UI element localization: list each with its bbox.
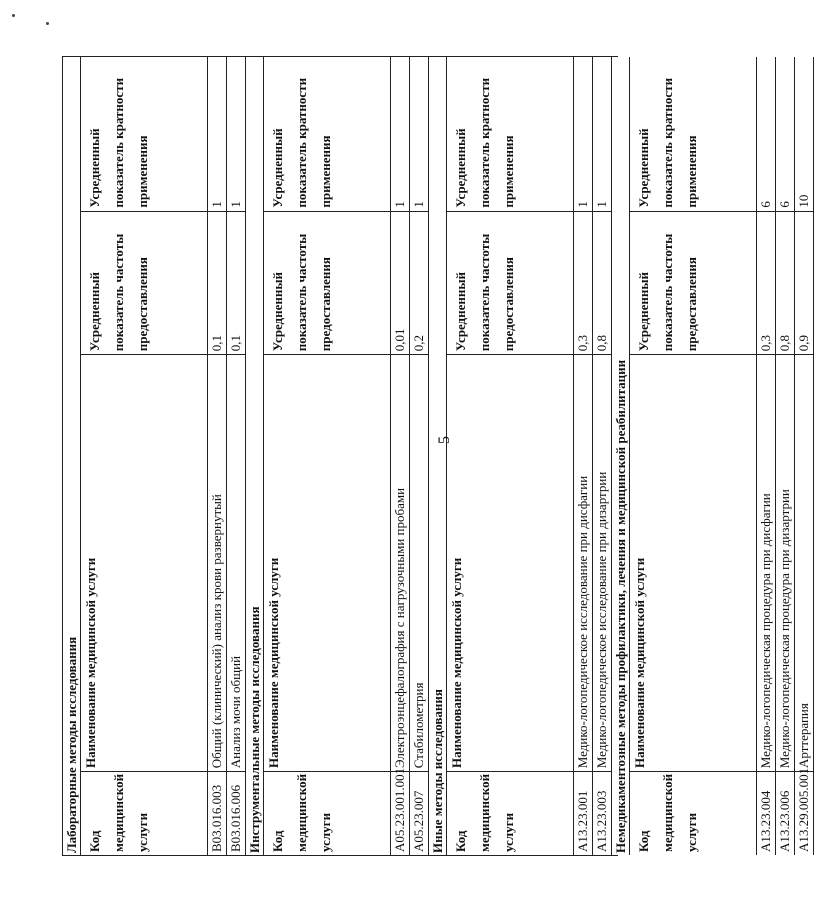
header-frequency: Усредненный показатель частоты предоставления xyxy=(447,211,573,355)
table-row xyxy=(226,57,245,855)
table-row xyxy=(390,57,409,855)
service-code: A13.23.004 xyxy=(757,771,775,855)
header-name: Наименование медицинской услуги xyxy=(264,354,390,771)
services-table xyxy=(62,56,811,856)
service-frequency: 0,8 xyxy=(593,211,611,355)
service-frequency: 0,2 xyxy=(410,211,428,355)
table-row xyxy=(775,57,794,855)
scan-speck xyxy=(46,22,49,25)
service-code: A13.23.003 xyxy=(593,771,611,855)
service-multiplicity: 6 xyxy=(758,201,773,208)
service-multiplicity: 1 xyxy=(575,201,590,208)
service-code: A13.23.001 xyxy=(574,771,592,855)
section-title: Инструментальные методы исследования xyxy=(245,57,263,855)
service-multiplicity: 10 xyxy=(796,194,811,208)
section-title: Немедикаментозные методы профилактики, лечения и медицинской реабилитации xyxy=(611,57,629,855)
service-name: Стабилометрия xyxy=(410,354,428,771)
service-multiplicity: 1 xyxy=(594,201,609,208)
section-title: Лабораторные методы исследования xyxy=(62,57,80,855)
service-frequency: 0,8 xyxy=(776,211,794,355)
table-row xyxy=(409,57,428,855)
service-name: Арттерапия xyxy=(795,354,813,771)
service-code: A05.23.007 xyxy=(410,771,428,855)
service-name: Общий (клинический) анализ крови развернутый xyxy=(208,354,226,771)
service-name: Электроэнцефалография с нагрузочными пробами xyxy=(391,354,409,771)
service-frequency: 0,3 xyxy=(574,211,592,355)
scan-speck xyxy=(12,14,15,17)
header-frequency: Усредненный показатель частоты предоставления xyxy=(264,211,390,355)
service-frequency: 0,3 xyxy=(757,211,775,355)
service-multiplicity: 1 xyxy=(209,201,224,208)
service-code: A13.23.006 xyxy=(776,771,794,855)
service-code: B03.016.003 xyxy=(208,771,226,855)
table-header-row xyxy=(629,57,756,855)
table-row xyxy=(573,57,592,855)
service-frequency: 0,9 xyxy=(795,211,813,355)
header-code: Код медицинской услуги xyxy=(264,771,390,855)
page-number: 5 xyxy=(436,436,453,444)
service-code: B03.016.006 xyxy=(227,771,245,855)
service-name: Медико-логопедическое исследование при дисфагии xyxy=(574,354,592,771)
service-name: Медико-логопедическая процедура при дисфагии xyxy=(757,354,775,771)
service-multiplicity: 6 xyxy=(777,201,792,208)
table-header-row xyxy=(263,57,390,855)
header-multiplicity: Усредненный показатель кратности применения xyxy=(87,77,150,208)
service-multiplicity: 1 xyxy=(392,201,407,208)
table-header-row xyxy=(446,57,573,855)
service-code: A05.23.001.001 xyxy=(391,771,409,855)
service-frequency: 0,01 xyxy=(391,211,409,355)
service-multiplicity: 1 xyxy=(228,201,243,208)
header-name: Наименование медицинской услуги xyxy=(630,354,756,771)
service-multiplicity: 1 xyxy=(411,201,426,208)
header-name: Наименование медицинской услуги xyxy=(447,354,573,771)
service-frequency: 0,1 xyxy=(227,211,245,355)
table-row xyxy=(794,57,814,855)
header-code: Код медицинской услуги xyxy=(447,771,573,855)
service-frequency: 0,1 xyxy=(208,211,226,355)
header-name: Наименование медицинской услуги xyxy=(81,354,207,771)
header-code: Код медицинской услуги xyxy=(630,771,756,855)
header-code: Код медицинской услуги xyxy=(81,771,207,855)
header-multiplicity: Усредненный показатель кратности применения xyxy=(636,77,699,208)
header-multiplicity: Усредненный показатель кратности применения xyxy=(270,77,333,208)
table-row xyxy=(592,57,611,855)
section-title: Иные методы исследования xyxy=(428,57,446,855)
header-frequency: Усредненный показатель частоты предоставления xyxy=(81,211,207,355)
table-row xyxy=(207,57,226,855)
table-header-row xyxy=(80,57,207,855)
header-multiplicity: Усредненный показатель кратности применения xyxy=(453,77,516,208)
service-name: Анализ мочи общий xyxy=(227,354,245,771)
service-name: Медико-логопедическая процедура при дизартрии xyxy=(776,354,794,771)
table-row xyxy=(756,57,775,855)
service-name: Медико-логопедическое исследование при дизартрии xyxy=(593,354,611,771)
service-code: A13.29.005.001 xyxy=(795,771,813,855)
header-frequency: Усредненный показатель частоты предоставления xyxy=(630,211,756,355)
